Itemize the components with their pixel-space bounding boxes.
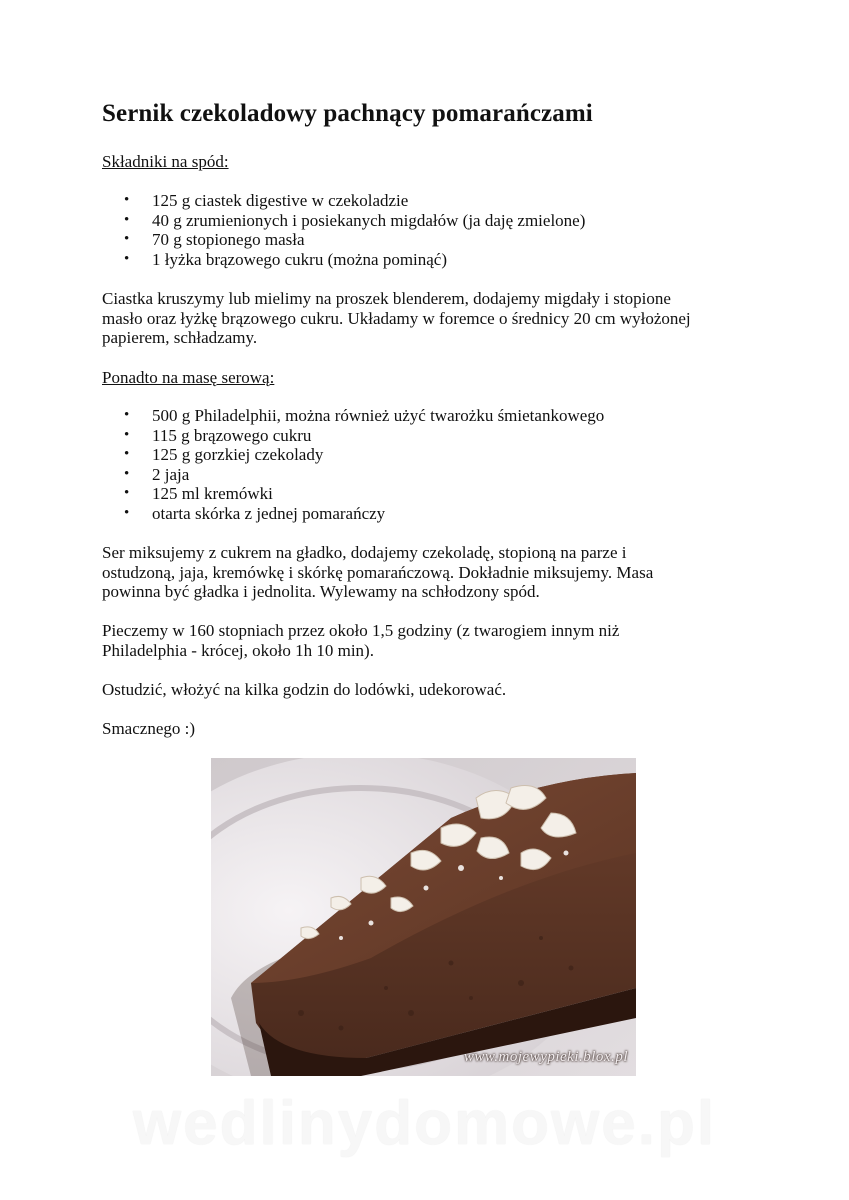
cheese-instructions	[102, 543, 653, 602]
base-ingredients-heading: Składniki na spód:	[102, 152, 229, 171]
list-item: • 70 g stopionego masła	[102, 230, 585, 250]
baking-instructions	[102, 621, 619, 660]
list-item: • 40 g zrumienionych i posiekanych migdałów (ja daję zmielone)	[102, 211, 585, 231]
paragraph-line: Ciastka kruszymy lub mielimy na proszek blenderem, dodajemy migdały i stopione	[102, 289, 671, 308]
list-item: • 1 łyżka brązowego cukru (można pominąć)	[102, 250, 585, 270]
list-item: • otarta skórka z jednej pomarańczy	[102, 504, 604, 524]
list-item: • 2 jaja	[102, 465, 604, 485]
list-item: • 125 g ciastek digestive w czekoladzie	[102, 191, 585, 211]
paragraph-line: papierem, schładzamy.	[102, 328, 258, 347]
recipe-title: Sernik czekoladowy pachnący pomarańczami	[102, 100, 593, 127]
base-instructions	[102, 289, 691, 348]
photo-credit: www.mojewypieki.blox.pl	[463, 1049, 628, 1065]
paragraph-line: Philadelphia - krócej, około 1h 10 min).	[102, 640, 374, 660]
site-watermark: wedlinydomowe.pl	[132, 1089, 717, 1158]
list-item: • 500 g Philadelphii, można również użyć twarożku śmietankowego	[102, 406, 604, 426]
base-ingredients-list	[102, 191, 585, 269]
paragraph-line: powinna być gładka i jednolita. Wylewamy na schłodzony spód.	[102, 582, 540, 601]
cheesecake-photo	[211, 758, 636, 1076]
paragraph-line: masło oraz łyżkę brązowego cukru. Układamy w foremce o średnicy 20 cm wyłożonej	[102, 308, 691, 328]
closing-line: Smacznego :)	[102, 719, 195, 738]
list-item: • 115 g brązowego cukru	[102, 426, 604, 446]
list-item: • 125 ml kremówki	[102, 484, 604, 504]
paragraph-line: Ser miksujemy z cukrem na gładko, dodajemy czekoladę, stopioną na parze i	[102, 543, 627, 562]
paragraph-line: ostudzoną, jaja, kremówkę i skórkę pomarańczową. Dokładnie miksujemy. Masa	[102, 562, 654, 582]
cooling-instructions: Ostudzić, włożyć na kilka godzin do lodówki, udekorować.	[102, 680, 507, 699]
list-item: • 125 g gorzkiej czekolady	[102, 445, 604, 465]
paragraph-line: Pieczemy w 160 stopniach przez około 1,5 godziny (z twarogiem innym niż	[102, 621, 620, 640]
cheese-mass-heading: Ponadto na masę serową:	[102, 368, 275, 387]
cheese-ingredients-list	[102, 406, 604, 523]
cheesecake-illustration	[211, 758, 636, 1076]
